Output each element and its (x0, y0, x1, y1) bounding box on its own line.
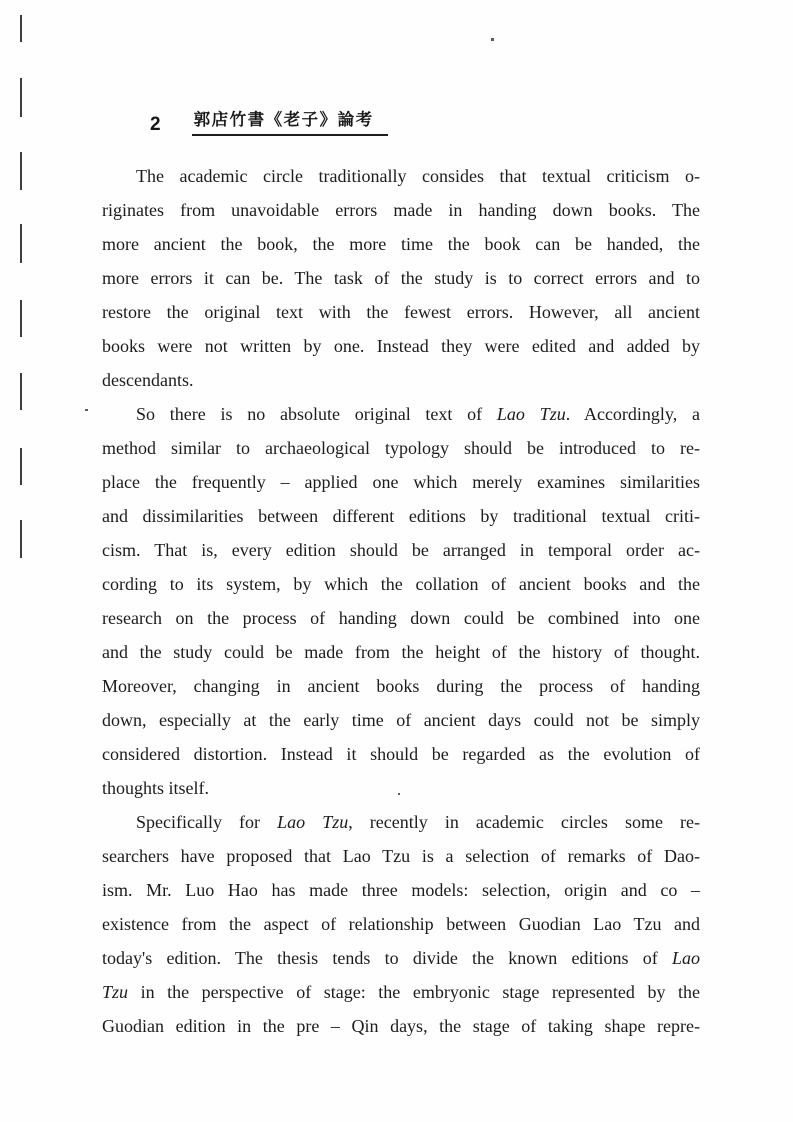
text-line (102, 397, 700, 431)
text-segment: more ancient the book, the more time the book can be handed, the (102, 234, 700, 254)
text-line (102, 907, 700, 941)
italic-text: Tzu (102, 982, 129, 1002)
text-line (102, 601, 700, 635)
text-segment: down, especially at the early time of ancient days could not be simply (102, 710, 700, 730)
text-line (102, 873, 700, 907)
text-line (102, 295, 700, 329)
text-line (102, 363, 700, 397)
text-segment: searchers have proposed that Lao Tzu is a selection of remarks of Dao- (102, 846, 700, 866)
text-line (102, 703, 700, 737)
text-line (102, 771, 700, 805)
text-line (102, 193, 700, 227)
text-line (102, 465, 700, 499)
text-line (102, 635, 700, 669)
text-segment: books were not written by one. Instead they were edited and added by (102, 336, 700, 356)
text-line (102, 567, 700, 601)
scan-speck (491, 38, 494, 41)
text-line (102, 839, 700, 873)
text-segment: today's edition. The thesis tends to divide the known editions of (102, 948, 672, 968)
text-segment: Moreover, changing in ancient books during the process of handing (102, 676, 700, 696)
text-segment: method similar to archaeological typology should be introduced to re- (102, 438, 700, 458)
text-segment: thoughts itself. (102, 778, 209, 798)
text-segment: existence from the aspect of relationship between Guodian Lao Tzu and (102, 914, 700, 934)
text-line (102, 431, 700, 465)
text-line (102, 159, 700, 193)
binding-mark (20, 300, 22, 337)
binding-mark (20, 15, 22, 42)
text-segment: and the study could be made from the height of the history of thought. (102, 642, 700, 662)
text-segment: The academic circle traditionally consides that textual criticism o- (136, 166, 700, 186)
text-line (102, 261, 700, 295)
text-line (102, 227, 700, 261)
binding-mark (20, 373, 22, 410)
italic-text: Lao (671, 948, 700, 968)
text-segment: , recently in academic circles some re- (348, 812, 701, 832)
binding-mark (20, 520, 22, 558)
text-segment: place the frequently – applied one which merely examines similarities (102, 472, 700, 492)
italic-text: Lao Tzu (496, 404, 566, 424)
text-segment: . Accordingly, a (565, 404, 700, 424)
body-text (102, 159, 700, 1043)
text-line (102, 669, 700, 703)
text-segment: cism. That is, every edition should be arranged in temporal order ac- (102, 540, 700, 560)
text-line (102, 941, 700, 975)
text-segment: restore the original text with the fewest errors. However, all ancient (102, 302, 700, 322)
text-segment: research on the process of handing down could be combined into one (102, 608, 700, 628)
text-segment: ism. Mr. Luo Hao has made three models: selection, origin and co – (102, 880, 700, 900)
text-segment: riginates from unavoidable errors made in handing down books. The (102, 200, 700, 220)
page-number: 2 (150, 114, 161, 135)
binding-mark (20, 152, 22, 190)
paragraph-3 (102, 805, 700, 1043)
text-line (102, 1009, 700, 1043)
text-segment: descendants. (102, 370, 194, 390)
text-segment: considered distortion. Instead it should be regarded as the evolution of (102, 744, 700, 764)
text-segment: So there is no absolute original text of (136, 404, 497, 424)
text-line (102, 737, 700, 771)
text-segment: more errors it can be. The task of the study is to correct errors and to (102, 268, 700, 288)
text-line (102, 499, 700, 533)
text-segment: Guodian edition in the pre – Qin days, the stage of taking shape repre- (102, 1016, 700, 1036)
text-line (102, 975, 700, 1009)
text-line (102, 805, 700, 839)
binding-mark (20, 224, 22, 263)
text-segment: cording to its system, by which the collation of ancient books and the (102, 574, 700, 594)
text-segment: Specifically for (136, 812, 278, 832)
running-head (150, 106, 388, 136)
paragraph-1 (102, 159, 700, 397)
text-segment: in the perspective of stage: the embryonic stage represented by the (128, 982, 700, 1002)
scan-speck (85, 409, 88, 411)
running-title: 郭店竹書《老子》論考 (192, 106, 388, 136)
text-segment: and dissimilarities between different editions by traditional textual criti- (102, 506, 700, 526)
binding-mark (20, 448, 22, 485)
paragraph-2 (102, 397, 700, 805)
text-line (102, 329, 700, 363)
italic-text: Lao Tzu (277, 812, 349, 832)
binding-mark (20, 78, 22, 117)
text-line (102, 533, 700, 567)
